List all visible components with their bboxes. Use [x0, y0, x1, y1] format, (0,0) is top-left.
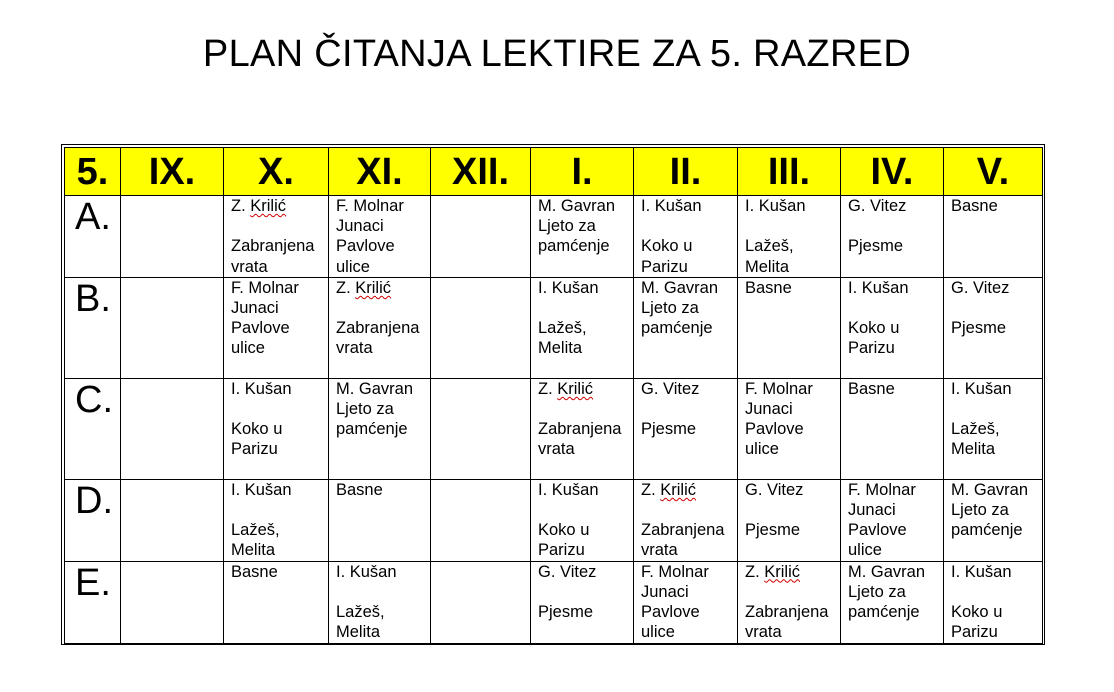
spellcheck-flag: Krilić [660, 480, 696, 499]
reading-cell [634, 479, 738, 561]
reading-cell [531, 277, 634, 378]
book-title-line: Ljeto za [641, 299, 699, 318]
cell-content [738, 480, 840, 541]
header-cell-month: V. [944, 148, 1043, 196]
reading-cell [944, 277, 1043, 378]
book-author: Z. Krilić [231, 197, 286, 215]
cell-content [634, 562, 737, 643]
reading-cell [224, 196, 329, 278]
header-cell-month: XII. [431, 148, 531, 196]
reading-cell [841, 196, 944, 278]
reading-cell [841, 479, 944, 561]
reading-cell [944, 196, 1043, 278]
book-title-line: ulice [745, 440, 779, 459]
reading-cell [329, 561, 431, 643]
cell-content [224, 379, 328, 460]
row-label-class: D. [65, 479, 121, 561]
line-gap [745, 500, 840, 520]
book-author: Basne [336, 480, 383, 499]
book-author: F. Molnar [848, 480, 916, 499]
book-title-line: Melita [538, 339, 583, 358]
book-title-line: ulice [231, 339, 265, 358]
book-title-line: Zabranjena [745, 603, 829, 622]
book-title-line: vrata [745, 623, 782, 642]
cell-content [224, 196, 328, 277]
reading-cell [634, 378, 738, 479]
table-row [65, 196, 1043, 278]
empty-cell [121, 561, 224, 643]
book-author: I. Kušan [538, 278, 599, 297]
book-title-line: ulice [641, 623, 675, 642]
book-title-line: Ljeto za [336, 400, 394, 419]
book-title-line: Parizu [951, 623, 998, 642]
book-title-line: Ljeto za [951, 501, 1009, 520]
line-gap [848, 216, 943, 236]
book-title-line: Parizu [538, 541, 585, 560]
book-author: M. Gavran [951, 480, 1029, 499]
book-title-line: Lažeš, [336, 603, 385, 622]
book-title-line: pamćenje [336, 420, 408, 439]
cell-content [738, 278, 840, 298]
reading-cell [738, 378, 841, 479]
empty-cell [431, 479, 531, 561]
reading-cell [841, 561, 944, 643]
line-gap [951, 298, 1042, 318]
reading-cell [738, 277, 841, 378]
book-author: M. Gavran [848, 562, 926, 581]
cell-content [841, 480, 943, 561]
book-title-line: Zabranjena [538, 420, 622, 439]
book-title-line: pamćenje [848, 603, 920, 622]
book-author: F. Molnar [231, 278, 299, 297]
empty-cell [121, 479, 224, 561]
line-gap [951, 582, 1042, 602]
book-title-line: Parizu [848, 339, 895, 358]
book-author: I. Kušan [951, 379, 1012, 398]
book-title-line: Ljeto za [538, 217, 596, 236]
book-title-line: pamćenje [951, 521, 1023, 540]
book-author: G. Vitez [848, 197, 907, 215]
reading-cell [224, 479, 329, 561]
header-cell-month: III. [738, 148, 841, 196]
book-title-line: vrata [336, 339, 373, 358]
book-title-line: Koko u [848, 319, 900, 338]
header-cell-month: IV. [841, 148, 944, 196]
cell-content [531, 278, 633, 359]
reading-cell [634, 196, 738, 278]
cell-content [738, 379, 840, 460]
book-author: M. Gavran [336, 379, 414, 398]
book-title-line: vrata [231, 257, 268, 276]
book-title-line: ulice [336, 257, 370, 276]
row-label-class: B. [65, 277, 121, 378]
book-title-line: Melita [951, 440, 996, 459]
row-label-class: E. [65, 561, 121, 643]
cell-content [531, 480, 633, 561]
reading-cell [224, 378, 329, 479]
line-gap [538, 500, 633, 520]
page-title: PLAN ČITANJA LEKTIRE ZA 5. RAZRED [202, 33, 912, 75]
line-gap [538, 582, 633, 602]
line-gap [641, 500, 737, 520]
book-title-line: pamćenje [641, 319, 713, 338]
book-author: F. Molnar [336, 197, 404, 215]
reading-cell [944, 378, 1043, 479]
reading-cell [224, 277, 329, 378]
empty-cell [121, 277, 224, 378]
cell-content [634, 480, 737, 561]
book-title-line: Koko u [951, 603, 1003, 622]
reading-cell [738, 479, 841, 561]
cell-content [329, 196, 430, 277]
book-title-line: Parizu [641, 257, 688, 276]
reading-cell [329, 196, 431, 278]
cell-content [224, 278, 328, 359]
table-row [65, 561, 1043, 643]
header-row [65, 148, 1043, 196]
cell-content [329, 278, 430, 359]
cell-content [531, 562, 633, 623]
book-title-line: ulice [848, 541, 882, 560]
book-title-line: Ljeto za [848, 582, 906, 601]
line-gap [336, 582, 430, 602]
book-title-line: pamćenje [538, 237, 610, 256]
book-title-line: Pavlove [336, 237, 395, 256]
table-row [65, 479, 1043, 561]
book-title-line: vrata [538, 440, 575, 459]
book-title-line: Junaci [231, 299, 279, 318]
cell-content [634, 379, 737, 440]
spellcheck-flag: Krilić [250, 197, 286, 215]
book-title-line: Pjesme [951, 319, 1007, 338]
book-title-line: Koko u [641, 237, 693, 256]
line-gap [745, 582, 840, 602]
book-author: Z. Krilić [641, 480, 696, 499]
header-cell-month: X. [224, 148, 329, 196]
cell-content [329, 480, 430, 500]
book-title-line: Koko u [231, 420, 283, 439]
empty-cell [431, 196, 531, 278]
book-title-line: Lažeš, [231, 521, 280, 540]
book-title-line: Lažeš, [951, 420, 1000, 439]
book-author: Z. Krilić [538, 379, 593, 398]
book-title-line: Pjesme [538, 603, 594, 622]
book-title-line: Junaci [848, 501, 896, 520]
book-author: M. Gavran [641, 278, 719, 297]
reading-cell [738, 561, 841, 643]
reading-cell [944, 479, 1043, 561]
cell-content [738, 196, 840, 277]
cell-content [329, 562, 430, 643]
table-row [65, 277, 1043, 378]
table-row [65, 378, 1043, 479]
empty-cell [431, 378, 531, 479]
line-gap [538, 399, 633, 419]
row-label-class: A. [65, 196, 121, 278]
reading-cell [224, 561, 329, 643]
book-author: G. Vitez [951, 278, 1010, 297]
line-gap [336, 298, 430, 318]
book-title-line: Zabranjena [231, 237, 315, 256]
cell-content [944, 480, 1042, 541]
cell-content [944, 562, 1042, 643]
book-author: G. Vitez [745, 480, 804, 499]
header-cell-grade: 5. [65, 148, 121, 196]
book-author: Z. Krilić [745, 562, 800, 581]
book-title-line: Parizu [231, 440, 278, 459]
book-author: I. Kušan [231, 379, 292, 398]
cell-content [224, 562, 328, 582]
cell-content [634, 196, 737, 277]
reading-cell [531, 479, 634, 561]
reading-cell [738, 196, 841, 278]
empty-cell [431, 561, 531, 643]
spellcheck-flag: Krilić [764, 562, 800, 581]
book-author: I. Kušan [231, 480, 292, 499]
book-author: F. Molnar [745, 379, 813, 398]
line-gap [231, 216, 328, 236]
empty-cell [121, 378, 224, 479]
reading-plan-table [64, 147, 1043, 644]
book-author: Z. Krilić [336, 278, 391, 297]
book-title-line: Pavlove [231, 319, 290, 338]
cell-content [531, 379, 633, 460]
book-title-line: Pjesme [641, 420, 697, 439]
line-gap [951, 399, 1042, 419]
reading-cell [841, 378, 944, 479]
book-title-line: Junaci [745, 400, 793, 419]
line-gap [848, 298, 943, 318]
book-author: Basne [848, 379, 895, 398]
line-gap [538, 298, 633, 318]
book-author: I. Kušan [538, 480, 599, 499]
cell-content [224, 480, 328, 561]
reading-cell [634, 561, 738, 643]
reading-cell [841, 277, 944, 378]
cell-content [944, 379, 1042, 460]
book-author: I. Kušan [336, 562, 397, 581]
book-author: Basne [951, 197, 998, 215]
book-title-line: Lažeš, [538, 319, 587, 338]
reading-cell [634, 277, 738, 378]
cell-content [944, 196, 1042, 216]
line-gap [641, 399, 737, 419]
book-author: G. Vitez [641, 379, 700, 398]
book-title-line: Pjesme [745, 521, 801, 540]
book-title-line: Melita [336, 623, 381, 642]
reading-cell [531, 196, 634, 278]
book-title-line: Lažeš, [745, 237, 794, 256]
spellcheck-flag: Krilić [355, 278, 391, 297]
book-author: F. Molnar [641, 562, 709, 581]
cell-content [944, 278, 1042, 339]
book-author: Basne [231, 562, 278, 581]
spellcheck-flag: Krilić [557, 379, 593, 398]
cell-content [841, 196, 943, 257]
book-author: G. Vitez [538, 562, 597, 581]
book-title-line: Pavlove [745, 420, 804, 439]
reading-cell [944, 561, 1043, 643]
header-cell-month: II. [634, 148, 738, 196]
cell-content [841, 278, 943, 359]
cell-content [841, 379, 943, 399]
reading-cell [531, 561, 634, 643]
book-title-line: Zabranjena [641, 521, 725, 540]
book-author: I. Kušan [848, 278, 909, 297]
book-title-line: Pavlove [848, 521, 907, 540]
book-title-line: Pavlove [641, 603, 700, 622]
book-title-line: vrata [641, 541, 678, 560]
line-gap [231, 500, 328, 520]
book-title-line: Koko u [538, 521, 590, 540]
line-gap [745, 216, 840, 236]
book-author: I. Kušan [951, 562, 1012, 581]
row-label-class: C. [65, 378, 121, 479]
book-title-line: Junaci [336, 217, 384, 236]
header-cell-month: I. [531, 148, 634, 196]
book-author: M. Gavran [538, 197, 616, 215]
reading-cell [329, 479, 431, 561]
reading-plan-table-frame [61, 144, 1045, 645]
line-gap [641, 216, 737, 236]
cell-content [329, 379, 430, 440]
cell-content [531, 196, 633, 257]
header-cell-month: XI. [329, 148, 431, 196]
book-title-line: Junaci [641, 582, 689, 601]
book-author: I. Kušan [745, 197, 806, 215]
book-title-line: Pjesme [848, 237, 904, 256]
book-title-line: Melita [231, 541, 276, 560]
cell-content [738, 562, 840, 643]
book-title-line: Zabranjena [336, 319, 420, 338]
line-gap [231, 399, 328, 419]
book-author: Basne [745, 278, 792, 297]
reading-cell [329, 378, 431, 479]
reading-cell [329, 277, 431, 378]
cell-content [634, 278, 737, 339]
reading-cell [531, 378, 634, 479]
cell-content [841, 562, 943, 623]
book-author: I. Kušan [641, 197, 702, 215]
empty-cell [121, 196, 224, 278]
book-title-line: Melita [745, 257, 790, 276]
empty-cell [431, 277, 531, 378]
header-cell-month: IX. [121, 148, 224, 196]
